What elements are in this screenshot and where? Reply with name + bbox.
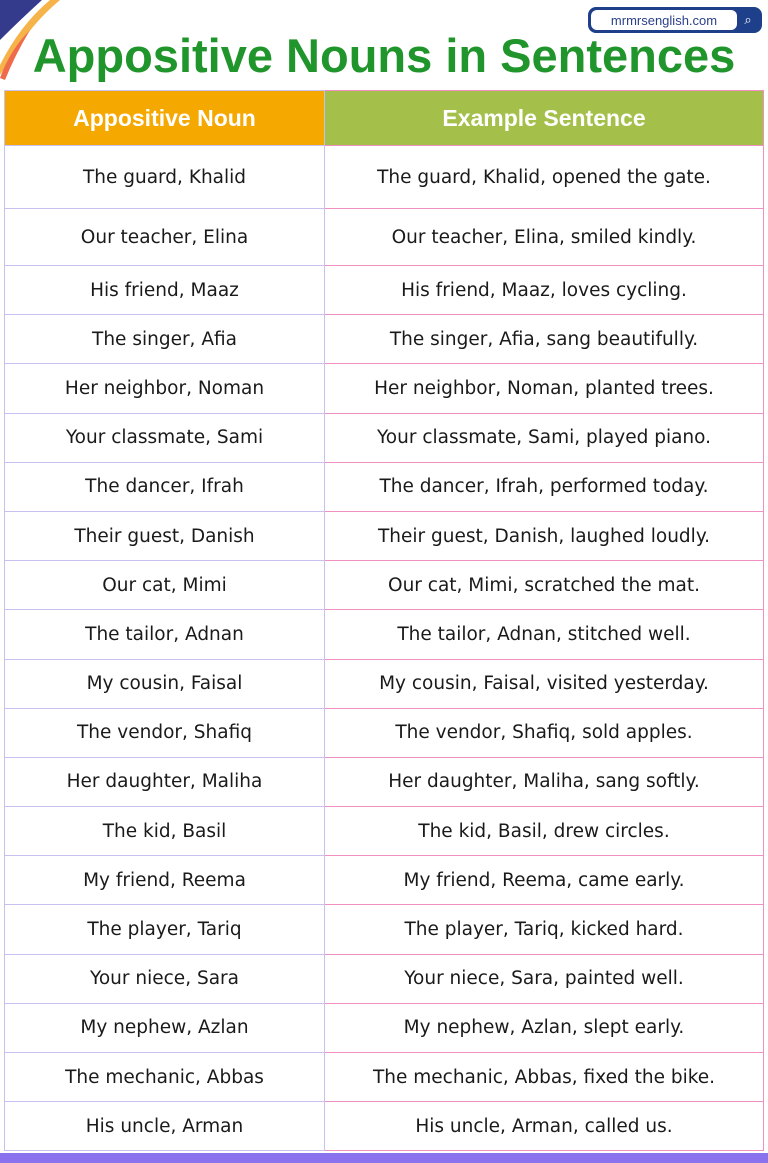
table-row — [5, 315, 764, 364]
table-row — [5, 905, 764, 954]
appositive-noun-cell: My friend, Reema — [5, 856, 325, 905]
appositive-noun-cell: My nephew, Azlan — [5, 1003, 325, 1052]
table-row — [5, 1102, 764, 1151]
column-header-appositive-noun: Appositive Noun — [5, 91, 325, 146]
example-sentence-cell: The tailor, Adnan, stitched well. — [325, 610, 764, 659]
example-sentence-cell: The guard, Khalid, opened the gate. — [325, 146, 764, 209]
bottom-bar — [0, 1153, 768, 1163]
appositive-noun-cell: My cousin, Faisal — [5, 659, 325, 708]
appositive-noun-cell: Her daughter, Maliha — [5, 757, 325, 806]
appositive-noun-cell: His uncle, Arman — [5, 1102, 325, 1151]
site-name: mrmrsenglish.com — [591, 10, 737, 30]
column-header-example-sentence: Example Sentence — [325, 91, 764, 146]
appositive-noun-cell: Their guest, Danish — [5, 511, 325, 560]
search-icon: ⌕ — [744, 12, 752, 28]
appositive-noun-cell: The guard, Khalid — [5, 146, 325, 209]
table-row — [5, 856, 764, 905]
example-sentence-cell: My nephew, Azlan, slept early. — [325, 1003, 764, 1052]
example-sentence-cell: The vendor, Shafiq, sold apples. — [325, 708, 764, 757]
table-row — [5, 708, 764, 757]
example-sentence-cell: The singer, Afia, sang beautifully. — [325, 315, 764, 364]
example-sentence-cell: Your classmate, Sami, played piano. — [325, 413, 764, 462]
table-row — [5, 511, 764, 560]
table-row — [5, 146, 764, 209]
appositive-noun-cell: The dancer, Ifrah — [5, 462, 325, 511]
table-row — [5, 209, 764, 266]
example-sentence-cell: My cousin, Faisal, visited yesterday. — [325, 659, 764, 708]
page-title: Appositive Nouns in Sentences — [32, 29, 736, 82]
table-row — [5, 1053, 764, 1102]
example-sentence-cell: The mechanic, Abbas, fixed the bike. — [325, 1053, 764, 1102]
appositive-table — [4, 90, 764, 1151]
example-sentence-cell: The dancer, Ifrah, performed today. — [325, 462, 764, 511]
example-sentence-cell: Your niece, Sara, painted well. — [325, 954, 764, 1003]
appositive-noun-cell: The tailor, Adnan — [5, 610, 325, 659]
appositive-noun-cell: The mechanic, Abbas — [5, 1053, 325, 1102]
example-sentence-cell: My friend, Reema, came early. — [325, 856, 764, 905]
table-row — [5, 561, 764, 610]
example-sentence-cell: Our teacher, Elina, smiled kindly. — [325, 209, 764, 266]
table-row — [5, 266, 764, 315]
example-sentence-cell: Our cat, Mimi, scratched the mat. — [325, 561, 764, 610]
example-sentence-cell: His friend, Maaz, loves cycling. — [325, 266, 764, 315]
appositive-noun-cell: The vendor, Shafiq — [5, 708, 325, 757]
example-sentence-cell: The player, Tariq, kicked hard. — [325, 905, 764, 954]
appositive-noun-cell: The player, Tariq — [5, 905, 325, 954]
table-row — [5, 413, 764, 462]
example-sentence-cell: Her neighbor, Noman, planted trees. — [325, 364, 764, 413]
table-row — [5, 1003, 764, 1052]
example-sentence-cell: Their guest, Danish, laughed loudly. — [325, 511, 764, 560]
appositive-noun-cell: The kid, Basil — [5, 807, 325, 856]
appositive-noun-cell: Your niece, Sara — [5, 954, 325, 1003]
example-sentence-cell: The kid, Basil, drew circles. — [325, 807, 764, 856]
table-row — [5, 462, 764, 511]
table-row — [5, 364, 764, 413]
example-sentence-cell: Her daughter, Maliha, sang softly. — [325, 757, 764, 806]
appositive-noun-cell: His friend, Maaz — [5, 266, 325, 315]
appositive-noun-cell: Her neighbor, Noman — [5, 364, 325, 413]
table-row — [5, 807, 764, 856]
appositive-noun-cell: Our cat, Mimi — [5, 561, 325, 610]
table-row — [5, 610, 764, 659]
appositive-noun-cell: Our teacher, Elina — [5, 209, 325, 266]
table-row — [5, 954, 764, 1003]
table-row — [5, 757, 764, 806]
appositive-noun-cell: Your classmate, Sami — [5, 413, 325, 462]
appositive-noun-cell: The singer, Afia — [5, 315, 325, 364]
example-sentence-cell: His uncle, Arman, called us. — [325, 1102, 764, 1151]
table-row — [5, 659, 764, 708]
